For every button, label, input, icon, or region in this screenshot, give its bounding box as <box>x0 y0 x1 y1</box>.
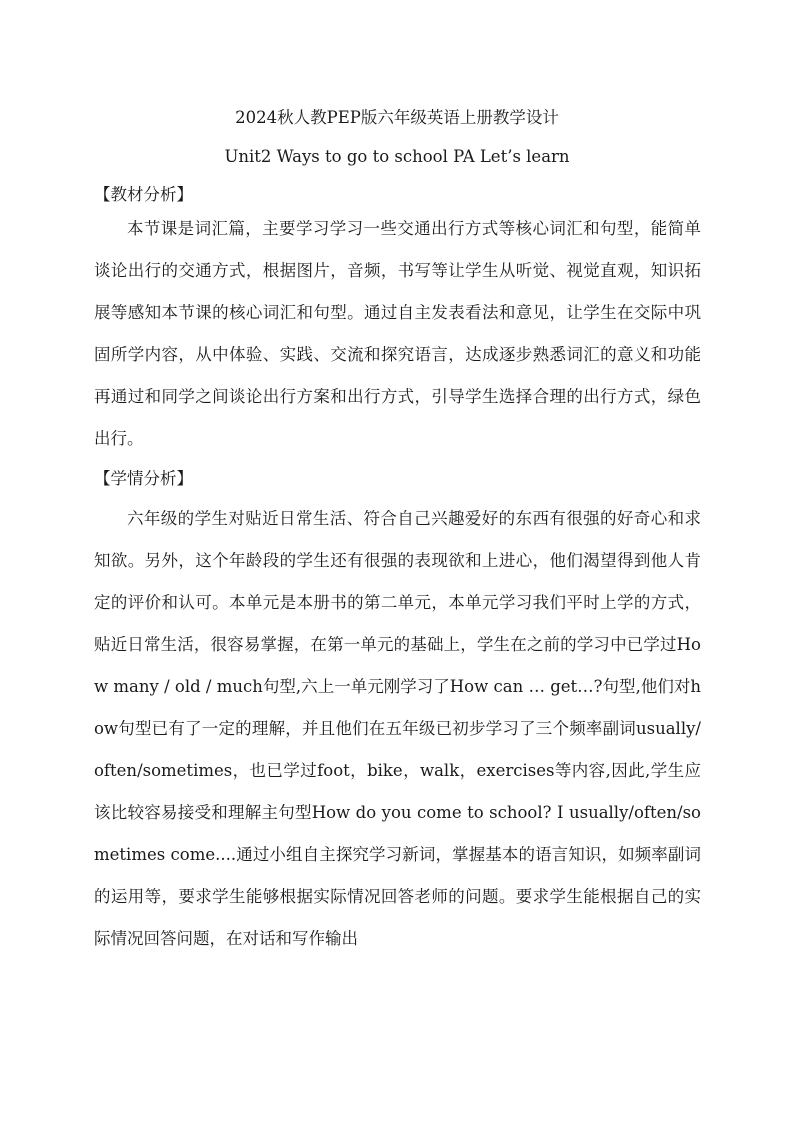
section-heading-student-analysis: 【学情分析】 <box>94 469 193 488</box>
section-body-student-analysis <box>94 498 701 1019</box>
document-title: 2024秋人教PEP版六年级英语上册教学设计 <box>235 108 559 127</box>
paragraph: 六年级的学生对贴近日常生活、符合自己兴趣爱好的东西有很强的好奇心和求知欲。另外，这个年龄段的学生还有很强的表现欲和上进心，他们渴望得到他人肯定的评价和认可。本单元是本册书的第二单元，本单元学习我们平时上学的方式，贴近日常生活，很容易掌握，在第一单元的基础上，学生在之前的学习中已学过How many / old / much句型,六上一单元刚学习了How can … get…?句型,他们对how句型已有了一定的理解，并且他们在五年级已初步学习了三个频率副词usually/often/sometimes，也已学过foot，bike，walk，exercises等内容,因此,学生应该比较容易接受和理解主句型How do you come to school? I usually/often/sometimes come....通过小组自主探究学习新词，掌握基本的语言知识，如频率副词的运用等，要求学生能够根据实际情况回答老师的问题。要求学生能根据自己的实际情况回答问题，在对话和写作输出 <box>94 509 701 948</box>
section-body-textbook-analysis <box>94 208 701 460</box>
document-subtitle: Unit2 Ways to go to school PA Let’s learn <box>224 147 570 166</box>
section-heading-textbook-analysis: 【教材分析】 <box>94 185 193 204</box>
paragraph: 本节课是词汇篇，主要学习学习一些交通出行方式等核心词汇和句型，能简单谈论出行的交通方式，根据图片，音频，书写等让学生从听觉、视觉直观，知识拓展等感知本节课的核心词汇和句型。通过自主发表看法和意见，让学生在交际中巩固所学内容，从中体验、实践、交流和探究语言，达成逐步熟悉词汇的意义和功能再通过和同学之间谈论出行方案和出行方式，引导学生选择合理的出行方式，绿色出行。 <box>94 219 701 448</box>
